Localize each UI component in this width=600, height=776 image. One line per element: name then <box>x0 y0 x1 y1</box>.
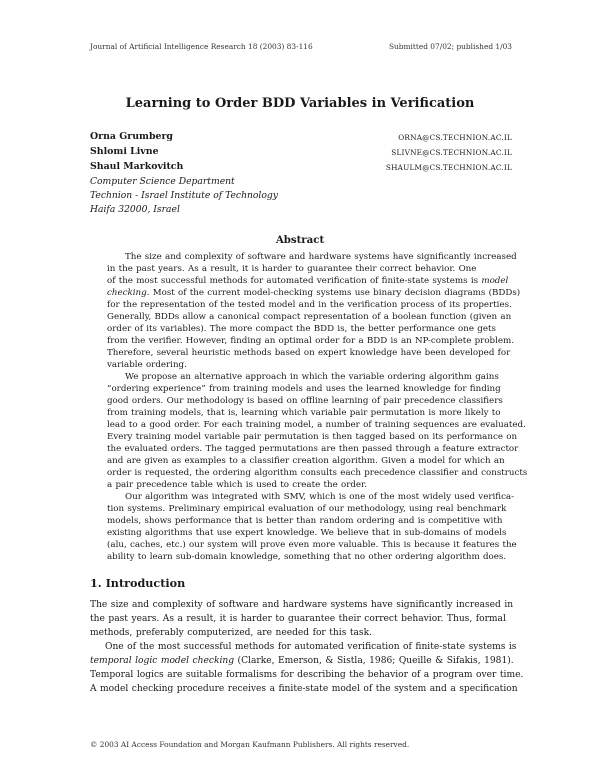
abstract-line: We propose an alternative approach in which the variable ordering algorithm gains <box>125 372 499 382</box>
journal-citation: Journal of Artificial Intelligence Research 18 (2003) 83-116 <box>90 42 313 51</box>
abstract-line: variable ordering. <box>107 360 187 370</box>
body-line: The size and complexity of software and hardware systems have significantly increased in <box>90 600 514 610</box>
abstract-line: and are given as examples to a classifier creation algorithm. Given a model for which an <box>107 456 505 466</box>
author-email: SLIVNE@CS.TECHNION.AC.IL <box>391 148 512 157</box>
abstract-line: models, shows performance that is better than random ordering and is competitive with <box>107 516 503 526</box>
abstract-line: from training models, that is, learning which variable pair permutation is more likely to <box>107 408 501 418</box>
abstract-line: good orders. Our methodology is based on offline learning of pair precedence classifiers <box>107 396 503 406</box>
abstract-heading: Abstract <box>275 234 325 246</box>
abstract-line: “ordering experience” from training models and uses the learned knowledge for finding <box>107 384 501 394</box>
abstract-line: lead to a good order. For each training model, a number of training sequences are evaluated. <box>107 420 526 430</box>
abstract-line: The size and complexity of software and hardware systems have significantly increased <box>125 252 517 262</box>
abstract-line: Therefore, several heuristic methods based on expert knowledge have been developed for <box>107 348 511 358</box>
author-name: Orna Grumberg <box>90 131 173 142</box>
body-line: methods, preferably computerized, are needed for this task. <box>90 628 372 638</box>
paper-title: Learning to Order BDD Variables in Verification <box>125 96 475 111</box>
section-heading: 1. Introduction <box>90 576 186 590</box>
abstract-line: order of its variables). The more compact the BDD is, the better performance one gets <box>107 324 496 334</box>
body-line: A model checking procedure receives a finite-state model of the system and a specification <box>90 684 518 694</box>
abstract-line: of the most successful methods for automated verification of finite-state systems is model <box>107 276 509 286</box>
author-email: SHAULM@CS.TECHNION.AC.IL <box>385 163 512 172</box>
abstract-line: existing algorithms that use expert knowledge. We believe that in sub-domains of models <box>107 528 507 538</box>
abstract-line: tion systems. Preliminary empirical evaluation of our methodology, using real benchmark <box>107 504 507 514</box>
author-email: ORNA@CS.TECHNION.AC.IL <box>398 133 512 142</box>
author-name: Shaul Markovitch <box>90 161 184 172</box>
body-line: Temporal logics are suitable formalisms for describing the behavior of a program over time. <box>90 670 524 680</box>
abstract-line: Every training model variable pair permutation is then tagged based on its performance on <box>107 432 518 442</box>
body-line: One of the most successful methods for automated verification of finite-state systems is <box>105 642 517 652</box>
abstract-line: for the representation of the tested model and in the verification process of its properties. <box>107 300 512 310</box>
abstract-line: Our algorithm was integrated with SMV, which is one of the most widely used verifica- <box>125 492 515 502</box>
emphasis-term: temporal logic model checking <box>90 656 235 666</box>
abstract-line: from the verifier. However, finding an optimal order for a BDD is an NP-complete problem. <box>107 336 515 346</box>
abstract-line: in the past years. As a result, it is harder to guarantee their correct behavior. One <box>107 264 477 274</box>
submission-dates: Submitted 07/02; published 1/03 <box>388 42 512 51</box>
body-line: the past years. As a result, it is harder to guarantee their correct behavior. Thus, formal <box>90 614 506 624</box>
abstract-line: checking. Most of the current model-checking systems use binary decision diagrams (BDDs) <box>107 288 521 298</box>
body-line <box>90 656 514 666</box>
affiliation-line: Computer Science Department <box>90 176 235 187</box>
abstract-line: (alu, caches, etc.) our system will prove even more valuable. This is because it features the <box>107 540 517 550</box>
affiliation-line: Haifa 32000, Israel <box>90 204 180 215</box>
abstract-line: Generally, BDDs allow a canonical compact representation of a boolean function (given an <box>107 312 512 322</box>
author-name: Shlomi Livne <box>90 146 159 157</box>
citation-text: (Clarke, Emerson, & Sistla, 1986; Queille & Sifakis, 1981). <box>234 656 514 666</box>
abstract-line: a pair precedence table which is used to create the order. <box>107 480 368 490</box>
affiliation-line: Technion - Israel Institute of Technology <box>90 190 278 201</box>
abstract-line: order is requested, the ordering algorithm consults each precedence classifier and constructs <box>107 468 528 478</box>
abstract-line: the evaluated orders. The tagged permutations are then passed through a feature extractor <box>107 444 519 454</box>
abstract-line: ability to learn sub-domain knowledge, something that no other ordering algorithm does. <box>107 552 507 562</box>
copyright-footer: © 2003 AI Access Foundation and Morgan Kaufmann Publishers. All rights reserved. <box>90 740 410 749</box>
